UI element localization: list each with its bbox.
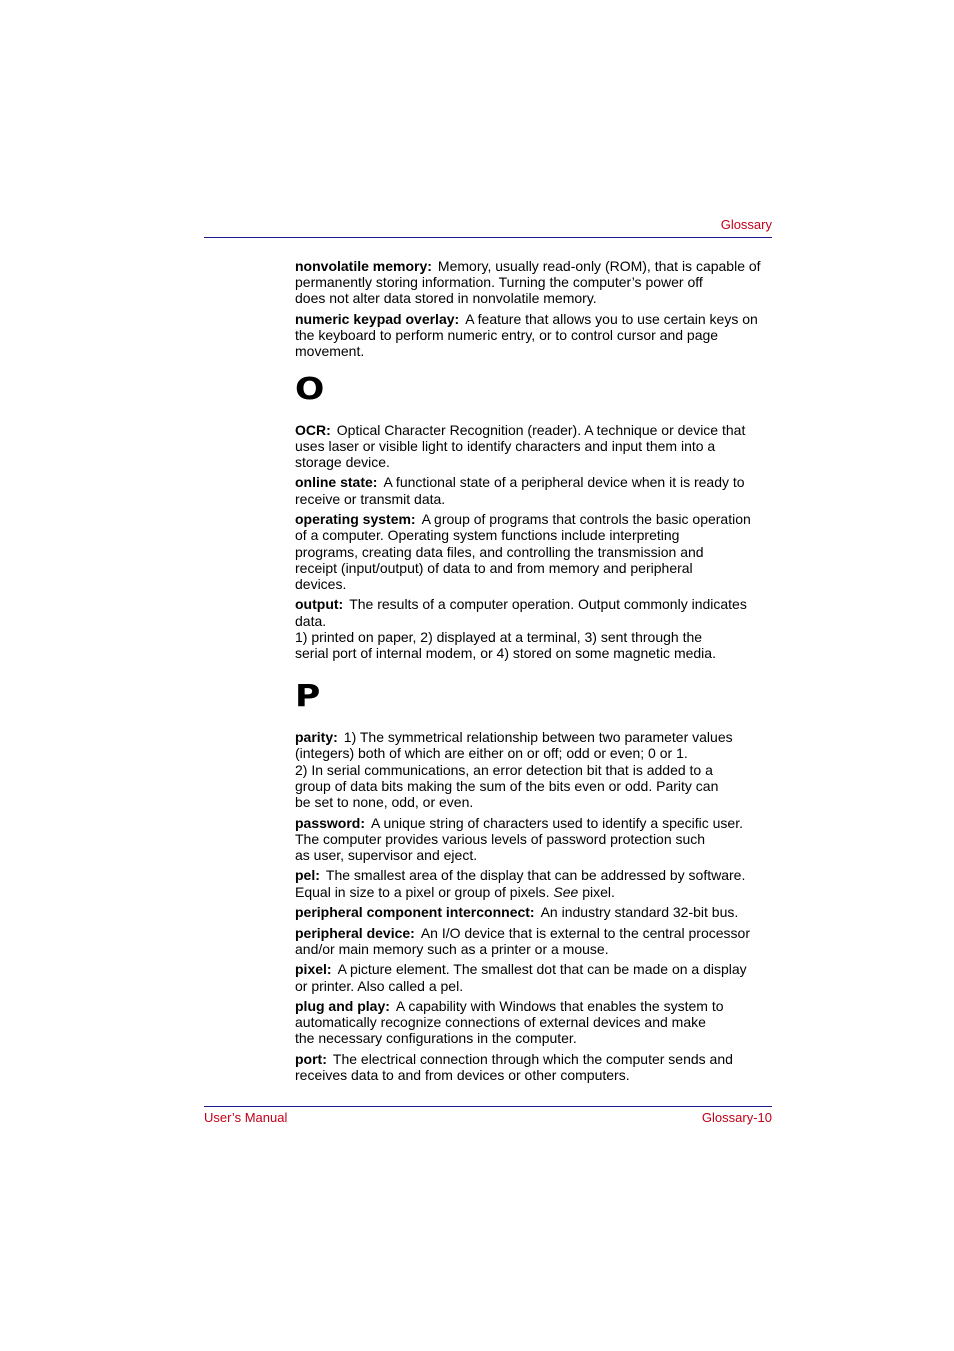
glossary-content (295, 258, 775, 1088)
definition-line: as user, supervisor and eject. (295, 846, 478, 863)
running-header-title: Glossary (720, 217, 772, 232)
definition-line: A feature that allows you to use certain keys on (465, 310, 758, 327)
glossary-entry-ocr (295, 422, 775, 471)
definition-line: receipt (input/output) of data to and from memory and peripheral (295, 559, 693, 576)
definition-line: be set to none, odd, or even. (295, 794, 474, 811)
glossary-entry-peripheral-device (295, 925, 775, 957)
glossary-term: plug and play: (295, 998, 390, 1015)
section-letter-p: P (295, 679, 321, 715)
definition-line: A functional state of a peripheral device when it is ready to (383, 474, 745, 491)
definition-line: receive or transmit data. (295, 490, 446, 507)
definition-line: The computer provides various levels of password protection such (295, 830, 706, 847)
header-rule (204, 237, 772, 238)
glossary-term: OCR: (295, 421, 331, 438)
definition-line: A group of programs that controls the basic operation (421, 511, 751, 528)
definition-line: group of data bits making the sum of the bits even or odd. Parity can (295, 777, 719, 794)
definition-line: Equal in size to a pixel or group of pixels. (295, 883, 550, 900)
glossary-term: port: (295, 1050, 327, 1067)
definition-line: programs, creating data files, and controlling the transmission and (295, 543, 704, 560)
definition-line: A capability with Windows that enables the system to (395, 998, 724, 1015)
definition-line: the necessary configurations in the computer. (295, 1030, 577, 1047)
definition-line: 1) printed on paper, 2) displayed at a terminal, 3) sent through the (295, 628, 703, 645)
definition-line: uses laser or visible light to identify characters and input them into a (295, 437, 716, 454)
glossary-entry-pixel (295, 961, 775, 993)
definition-line: Memory, usually read-only (ROM), that is capable of (437, 258, 761, 274)
definition-line: storage device. (295, 453, 390, 470)
definition-line: Optical Character Recognition (reader). A technique or device that (336, 421, 746, 438)
definition-line: movement. (295, 343, 365, 360)
glossary-entry-password (295, 815, 775, 864)
glossary-entry-output (295, 596, 775, 661)
definition-line: serial port of internal modem, or 4) stored on some magnetic media. (295, 645, 716, 662)
glossary-term: output: (295, 596, 344, 613)
glossary-term: peripheral device: (295, 924, 415, 941)
definition-line: receives data to and from devices or other computers. (295, 1067, 630, 1084)
glossary-entry-parity (295, 729, 775, 810)
definition-line: the keyboard to perform numeric entry, or to control cursor and page (295, 327, 719, 344)
glossary-term: peripheral component interconnect: (295, 904, 535, 921)
footer-rule (204, 1106, 772, 1107)
definition-line: 2) In serial communications, an error detection bit that is added to a (295, 761, 713, 778)
definition-line: of a computer. Operating system functions include interpreting (295, 527, 680, 544)
definition-line: does not alter data stored in nonvolatile memory. (295, 290, 597, 307)
glossary-term: pixel: (295, 961, 332, 978)
definition-line: automatically recognize connections of external devices and make (295, 1014, 706, 1031)
definition-line: devices. (295, 575, 347, 592)
glossary-entry-operating-system (295, 511, 775, 592)
definition-line: An industry standard 32-bit bus. (540, 904, 739, 921)
see-reference-target: pixel. (582, 883, 615, 900)
definition-line: The smallest area of the display that can be addressed by software. (325, 867, 746, 884)
definition-line: data. (295, 612, 327, 629)
definition-line: The results of a computer operation. Output commonly indicates (349, 596, 747, 613)
glossary-term: password: (295, 814, 366, 831)
definition-line: A picture element. The smallest dot that can be made on a display (337, 961, 747, 978)
glossary-entry-pel (295, 867, 775, 899)
glossary-term: numeric keypad overlay: (295, 310, 460, 327)
glossary-entry-online-state (295, 474, 775, 506)
definition-line: permanently storing information. Turning the computer’s power off (295, 274, 703, 291)
definition-line: and/or main memory such as a printer or a mouse. (295, 940, 609, 957)
glossary-term: operating system: (295, 511, 416, 528)
definition-line-with-reference (295, 883, 775, 900)
see-reference-prefix: See (553, 883, 579, 900)
glossary-term: online state: (295, 474, 378, 491)
footer-manual-title: User’s Manual (204, 1110, 288, 1125)
section-letter-o: O (295, 371, 325, 407)
definition-line: (integers) both of which are either on or off; odd or even; 0 or 1. (295, 745, 688, 762)
definition-line: 1) The symmetrical relationship between two parameter values (343, 729, 733, 746)
glossary-entry-peripheral-component-interconnect (295, 904, 775, 920)
definition-line: The electrical connection through which the computer sends and (332, 1050, 733, 1067)
glossary-entry-numeric-keypad-overlay (295, 311, 775, 360)
glossary-term: nonvolatile memory: (295, 258, 432, 274)
glossary-term: parity: (295, 729, 338, 746)
glossary-entry-nonvolatile-memory (295, 258, 775, 307)
definition-line: A unique string of characters used to identify a specific user. (371, 814, 743, 831)
glossary-term: pel: (295, 867, 320, 884)
glossary-entry-plug-and-play (295, 998, 775, 1047)
footer-page-number: Glossary-10 (701, 1110, 772, 1125)
definition-line: or printer. Also called a pel. (295, 977, 464, 994)
definition-line: An I/O device that is external to the central processor (420, 924, 750, 941)
glossary-entry-port (295, 1051, 775, 1083)
